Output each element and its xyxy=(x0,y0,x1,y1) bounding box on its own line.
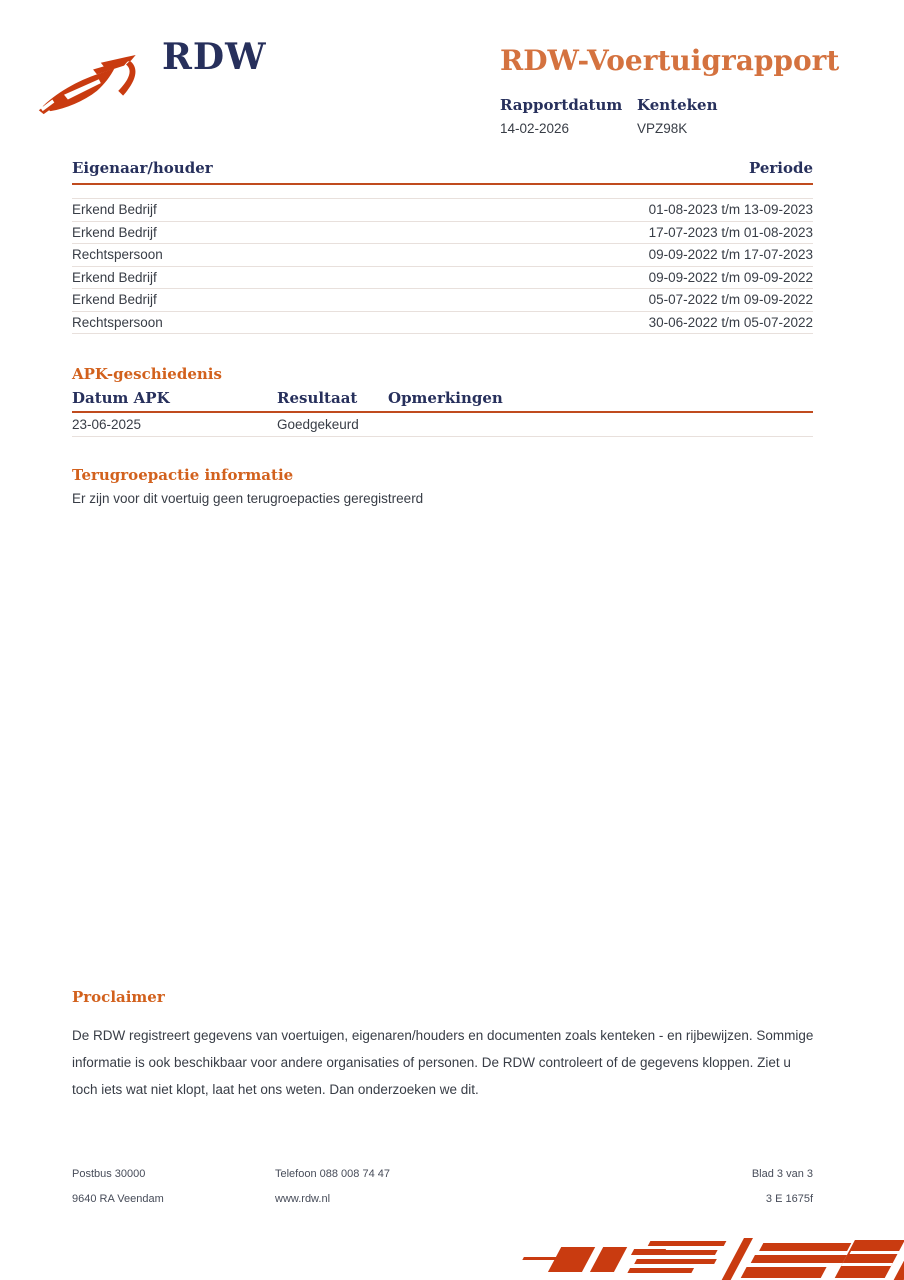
license-value: VPZ98K xyxy=(637,121,688,136)
period-cell: 05-07-2022 t/m 09-09-2022 xyxy=(648,292,813,307)
owner-table-body xyxy=(72,198,813,334)
apk-remarks-cell xyxy=(388,417,813,432)
footer-row xyxy=(72,1168,813,1180)
license-label: Kenteken xyxy=(637,96,718,114)
table-row xyxy=(72,413,813,437)
footer-website: www.rdw.nl xyxy=(275,1193,331,1205)
period-cell: 01-08-2023 t/m 13-09-2023 xyxy=(648,202,813,217)
period-cell: 17-07-2023 t/m 01-08-2023 xyxy=(648,224,813,240)
speed-stripes-icon xyxy=(504,1238,904,1280)
owner-cell: Erkend Bedrijf xyxy=(72,269,157,285)
apk-section-title: APK-geschiedenis xyxy=(72,365,222,383)
owner-cell: Rechtspersoon xyxy=(72,247,163,262)
period-cell: 09-09-2022 t/m 09-09-2022 xyxy=(648,269,813,285)
table-row xyxy=(72,244,813,267)
footer-doc-code: 3 E 1675f xyxy=(765,1193,813,1205)
footer-postbus: Postbus 30000 xyxy=(72,1168,146,1180)
table-row xyxy=(72,199,813,222)
footer-city: 9640 RA Veendam xyxy=(72,1193,164,1205)
table-row xyxy=(72,222,813,245)
recall-info-section xyxy=(72,466,813,506)
owner-table-header xyxy=(72,159,813,185)
apk-remarks-column-header: Opmerkingen xyxy=(388,389,503,407)
owner-cell: Erkend Bedrijf xyxy=(72,224,157,240)
rdw-logo-text: RDW xyxy=(162,36,267,78)
period-cell: 30-06-2022 t/m 05-07-2022 xyxy=(648,314,813,330)
apk-date-cell: 23-06-2025 xyxy=(72,417,142,432)
period-column-header: Periode xyxy=(748,159,813,177)
recall-text: Er zijn voor dit voertuig geen terugroepacties geregistreerd xyxy=(72,491,424,506)
apk-table-header xyxy=(72,389,813,413)
apk-history-section xyxy=(72,365,813,437)
report-date-label: Rapportdatum xyxy=(500,96,623,114)
footer-page-info: Blad 3 van 3 xyxy=(751,1168,813,1180)
owner-cell: Rechtspersoon xyxy=(72,314,163,330)
proclaimer-text: De RDW registreert gegevens van voertuigen, eigenaren/houders en documenten zoals kenteken - en rijbewijzen. Sommige informatie is ook beschikbaar voor andere organisaties of personen. De RDW controleert of de gegevens kloppen. Ziet u toch iets wat niet klopt, laat het ons weten. Dan onderzoeken we dit. xyxy=(72,1028,814,1097)
proclaimer-title: Proclaimer xyxy=(72,988,165,1006)
table-row xyxy=(72,289,813,312)
page-title: RDW-Voertuigrapport xyxy=(500,44,840,77)
apk-date-column-header: Datum APK xyxy=(72,389,170,407)
period-cell: 09-09-2022 t/m 17-07-2023 xyxy=(648,247,813,262)
owner-column-header: Eigenaar/houder xyxy=(72,159,213,177)
report-date-value: 14-02-2026 xyxy=(500,121,570,136)
feather-icon xyxy=(36,54,154,116)
page-footer xyxy=(72,1168,813,1218)
owner-cell: Erkend Bedrijf xyxy=(72,292,157,307)
license-block xyxy=(637,96,774,136)
footer-phone: Telefoon 088 008 74 47 xyxy=(275,1168,390,1180)
table-row xyxy=(72,312,813,335)
report-date-block xyxy=(500,96,637,136)
apk-result-cell: Goedgekeurd xyxy=(277,417,359,432)
rdw-feather-logo-icon xyxy=(36,54,154,121)
rdw-speed-stripes-icon xyxy=(504,1238,904,1280)
owner-history-section xyxy=(72,159,813,334)
owner-cell: Erkend Bedrijf xyxy=(72,202,157,217)
footer-row xyxy=(72,1193,813,1205)
recall-section-title: Terugroepactie informatie xyxy=(72,466,294,484)
table-row xyxy=(72,267,813,290)
proclaimer-section xyxy=(72,988,817,1103)
apk-result-column-header: Resultaat xyxy=(277,389,358,407)
report-meta xyxy=(500,96,774,136)
